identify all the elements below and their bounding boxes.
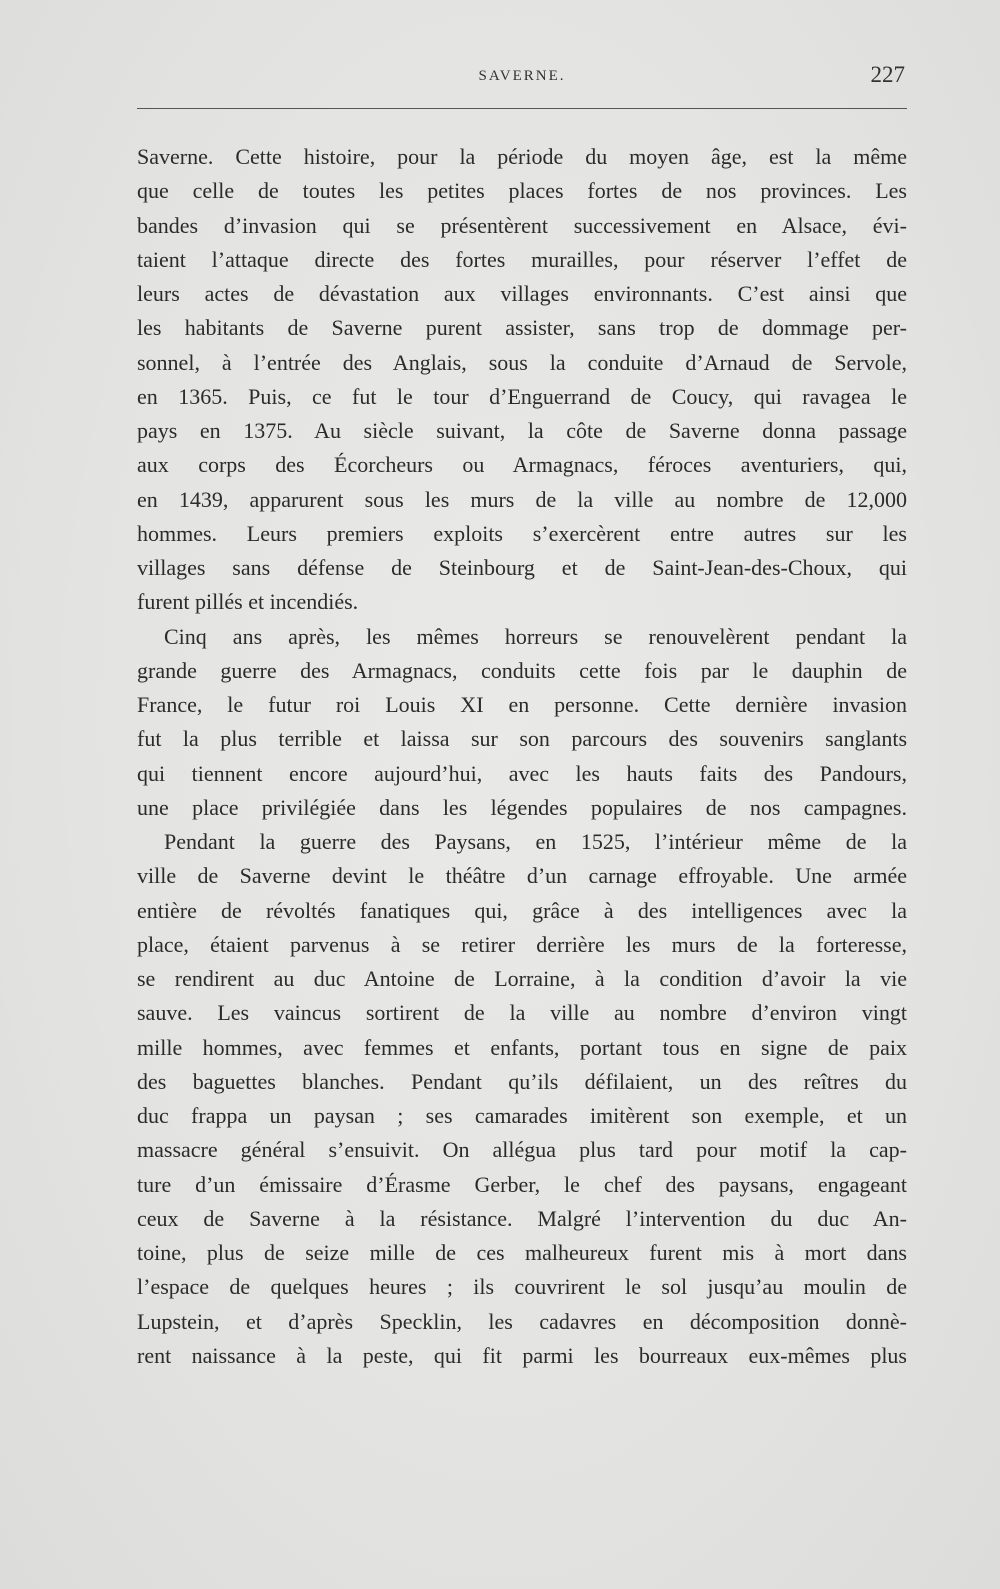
text-line: fut la plus terrible et laissa sur son parcours des souvenirs sanglants [137, 726, 907, 752]
text-line: entière de révoltés fanatiques qui, grâce à des intelligences avec la [137, 897, 907, 923]
text-line: se rendirent au duc Antoine de Lorraine, à la condition d’avoir la vie [137, 966, 907, 991]
running-title: SAVERNE. [478, 68, 566, 84]
text-line: bandes d’invasion qui se présentèrent successivement en Alsace, évi- [137, 212, 907, 238]
text-line: des baguettes blanches. Pendant qu’ils défilaient, un des reîtres du [137, 1068, 907, 1094]
text-line: Cinq ans après, les mêmes horreurs se renouvelèrent pendant la [164, 623, 907, 649]
text-line: ville de Saverne devint le théâtre d’un carnage effroyable. Une armée [137, 863, 907, 889]
text-line: une place privilégiée dans les légendes populaires de nos campagnes. [137, 794, 907, 820]
text-line: les habitants de Saverne purent assister, sans trop de dommage per- [137, 315, 907, 341]
text-line: l’espace de quelques heures ; ils couvrirent le sol jusqu’au moulin de [137, 1274, 907, 1300]
text-line: que celle de toutes les petites places fortes de nos provinces. Les [137, 178, 907, 204]
text-line: place, étaient parvenus à se retirer derrière les murs de la forteresse, [137, 931, 907, 957]
text-line: leurs actes de dévastation aux villages environnants. C’est ainsi que [137, 281, 907, 306]
text-line: sonnel, à l’entrée des Anglais, sous la conduite d’Arnaud de Servole, [137, 349, 907, 375]
text-line: ture d’un émissaire d’Érasme Gerber, le chef des paysans, engageant [137, 1171, 907, 1197]
text-line: Lupstein, et d’après Specklin, les cadavres en décomposition donnè- [137, 1308, 907, 1334]
text-line: mille hommes, avec femmes et enfants, portant tous en signe de paix [137, 1034, 907, 1060]
text-line: aux corps des Écorcheurs ou Armagnacs, féroces aventuriers, qui, [137, 452, 907, 478]
text-line: hommes. Leurs premiers exploits s’exercèrent entre autres sur les [137, 520, 907, 546]
text-line: massacre général s’ensuivit. On allégua plus tard pour motif la cap- [137, 1137, 907, 1163]
header-rule [137, 108, 907, 109]
text-line: Saverne. Cette histoire, pour la période du moyen âge, est la même [137, 144, 907, 169]
body-text [137, 140, 907, 1373]
text-line: furent pillés et incendiés. [137, 589, 359, 615]
text-line: rent naissance à la peste, qui fit parmi les bourreaux eux-mêmes plus [137, 1342, 907, 1368]
text-line: sauve. Les vaincus sortirent de la ville au nombre d’environ vingt [137, 1000, 907, 1026]
text-line: ceux de Saverne à la résistance. Malgré l’intervention du duc An- [137, 1205, 907, 1231]
text-line: Pendant la guerre des Paysans, en 1525, l’intérieur même de la [164, 829, 907, 854]
text-line: villages sans défense de Steinbourg et de Saint-Jean-des-Choux, qui [137, 555, 907, 580]
text-line: grande guerre des Armagnacs, conduits cette fois par le dauphin de [137, 657, 907, 683]
running-head [137, 62, 907, 92]
text-line: en 1439, apparurent sous les murs de la ville au nombre de 12,000 [137, 486, 907, 512]
text-line: en 1365. Puis, ce fut le tour d’Enguerrand de Coucy, qui ravagea le [137, 383, 907, 409]
text-line: qui tiennent encore aujourd’hui, avec les hauts faits des Pandours, [137, 760, 907, 786]
text-line: toine, plus de seize mille de ces malheureux furent mis à mort dans [137, 1240, 907, 1265]
text-line: France, le futur roi Louis XI en personne. Cette dernière invasion [137, 692, 907, 717]
text-line: taient l’attaque directe des fortes murailles, pour réserver l’effet de [137, 246, 907, 272]
text-line: duc frappa un paysan ; ses camarades imitèrent son exemple, et un [137, 1103, 907, 1128]
text-line: pays en 1375. Au siècle suivant, la côte de Saverne donna passage [137, 418, 907, 443]
page-number: 227 [870, 62, 905, 87]
